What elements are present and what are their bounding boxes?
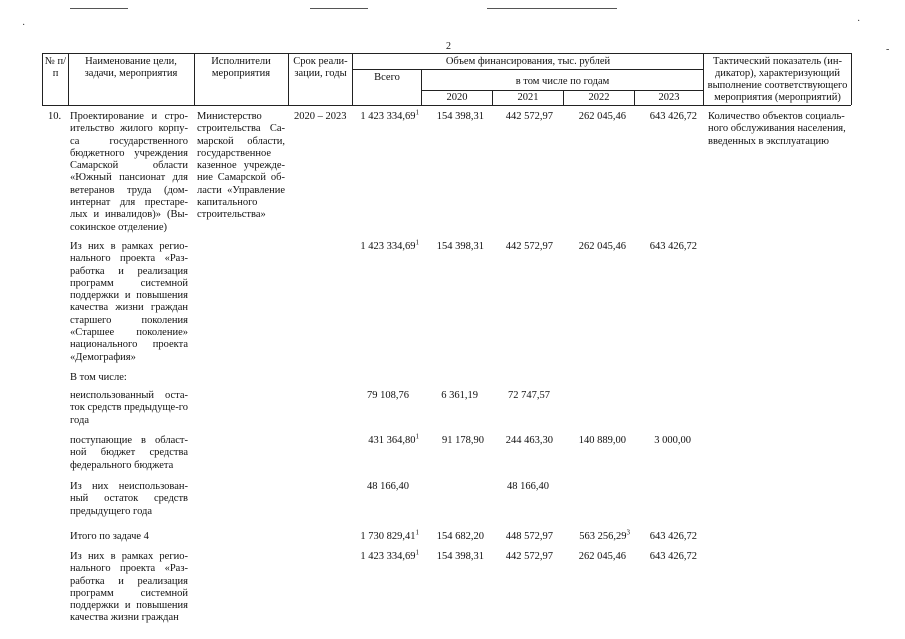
header-by-years: в том числе по годам <box>515 76 610 87</box>
amount-2021: 442 572,97 <box>505 241 553 252</box>
amount-2020: 154 682,20 <box>436 531 484 542</box>
amount-2021: 448 572,97 <box>505 531 553 542</box>
row-name: неиспользованный оста-ток средств предыдуще-го года <box>70 390 188 426</box>
scan-speck: · <box>857 16 861 27</box>
header-total: Всего <box>374 72 400 83</box>
row-num: 10. <box>48 111 62 122</box>
amount-2021: 244 463,30 <box>505 435 553 446</box>
amount-2023: 643 426,72 <box>649 551 697 562</box>
row-2022 <box>564 551 626 563</box>
amount-2023: 643 426,72 <box>649 111 697 122</box>
header-term: Срок реали-зации, годы <box>293 56 348 79</box>
row-total <box>352 432 419 447</box>
row-term: 2020 – 2023 <box>294 111 347 122</box>
footnote-mark: 1 <box>415 432 419 441</box>
header-year-2020: 2020 <box>446 92 468 103</box>
header-year-2023: 2023 <box>658 92 680 103</box>
scan-speck: - <box>886 44 890 55</box>
scan-speck: · <box>22 20 26 31</box>
footnote-mark: 1 <box>415 238 419 247</box>
header-num: № п/п <box>44 56 67 79</box>
amount-2021: 48 166,40 <box>507 481 549 492</box>
header-year-2021: 2021 <box>517 92 539 103</box>
row-2022 <box>564 528 630 543</box>
amount-2022: 563 256,29 <box>579 531 627 542</box>
page-number: 2 <box>446 41 451 52</box>
row-2022 <box>564 241 626 253</box>
row-indicator: Количество объектов социаль-ного обслуживания населения, введенных в эксплуатацию <box>708 111 846 147</box>
row-name: Из них в рамках регио-нального проекта «Раз-работка и реализация программ системной поддержки и повышения качества жизни граждан <box>70 551 188 624</box>
footnote-mark: 1 <box>415 528 419 537</box>
row-total <box>352 528 419 543</box>
amount-2023: 3 000,00 <box>654 435 691 446</box>
amount-2022: 262 045,46 <box>578 241 626 252</box>
row-executor: Министерство строительства Са-марской области, государственное казенное учрежде-ние Самарской об-ласти «Управление капитального строительства» <box>197 111 285 221</box>
amount-2020: 154 398,31 <box>436 111 484 122</box>
amount-2020: 154 398,31 <box>436 551 484 562</box>
header-name: Наименование цели, задачи, мероприятия <box>84 56 178 79</box>
amount-2021: 72 747,57 <box>508 390 550 401</box>
amount-total: 1 423 334,69 <box>360 241 416 252</box>
row-name: Из них неиспользован-ный остаток средств предыдущего года <box>70 481 188 517</box>
amount-2023: 643 426,72 <box>649 531 697 542</box>
amount-2022: 262 045,46 <box>578 551 626 562</box>
row-name: Из них в рамках регио-нального проекта «Раз-работка и реализация программ системной поддержки и повышения качества жизни граждан старшего поколения «Старшее поколение» национального проекта «Демография» <box>70 241 188 363</box>
footnote-mark: 3 <box>626 528 630 537</box>
header-year-2022: 2022 <box>588 92 610 103</box>
row-total <box>352 548 419 563</box>
header-executors: Исполнители мероприятия <box>211 56 271 79</box>
amount-2022: 140 889,00 <box>578 435 626 446</box>
amount-2020: 91 178,90 <box>442 435 484 446</box>
amount-total: 431 364,80 <box>368 435 416 446</box>
amount-total: 1 423 334,69 <box>360 111 416 122</box>
amount-2023: 643 426,72 <box>649 241 697 252</box>
footnote-mark: 1 <box>415 548 419 557</box>
row-2022 <box>564 111 626 123</box>
row-name: Проектирование и стро-ительство жилого корпу-са государственного бюджетного учреждения Самарской области «Южный пансионат для ветеранов труда (дом-интернат для престаре-лых и инвалидов)» (Вы-сокинское отделение) <box>70 111 188 233</box>
amount-2022: 262 045,46 <box>578 111 626 122</box>
row-total <box>352 238 419 253</box>
amount-total: 79 108,76 <box>367 390 409 401</box>
amount-total: 1 423 334,69 <box>360 551 416 562</box>
amount-total: 1 730 829,41 <box>360 531 416 542</box>
row-name: Итого по задаче 4 <box>70 531 149 542</box>
row-name: поступающие в област-ной бюджет средства федерального бюджета <box>70 435 188 471</box>
row-total <box>352 108 419 123</box>
amount-2020: 154 398,31 <box>436 241 484 252</box>
amount-2021: 442 572,97 <box>505 551 553 562</box>
footnote-mark: 1 <box>415 108 419 117</box>
amount-2020: 6 361,19 <box>441 390 478 401</box>
amount-2021: 442 572,97 <box>505 111 553 122</box>
header-financing: Объем финансирования, тыс. рублей <box>445 56 611 67</box>
row-name: В том числе: <box>70 372 127 383</box>
header-indicator: Тактический показатель (ин-дикатор), характеризующий выполнение соответствующего мероприятия (мероприятий) <box>707 56 848 103</box>
amount-total: 48 166,40 <box>367 481 409 492</box>
